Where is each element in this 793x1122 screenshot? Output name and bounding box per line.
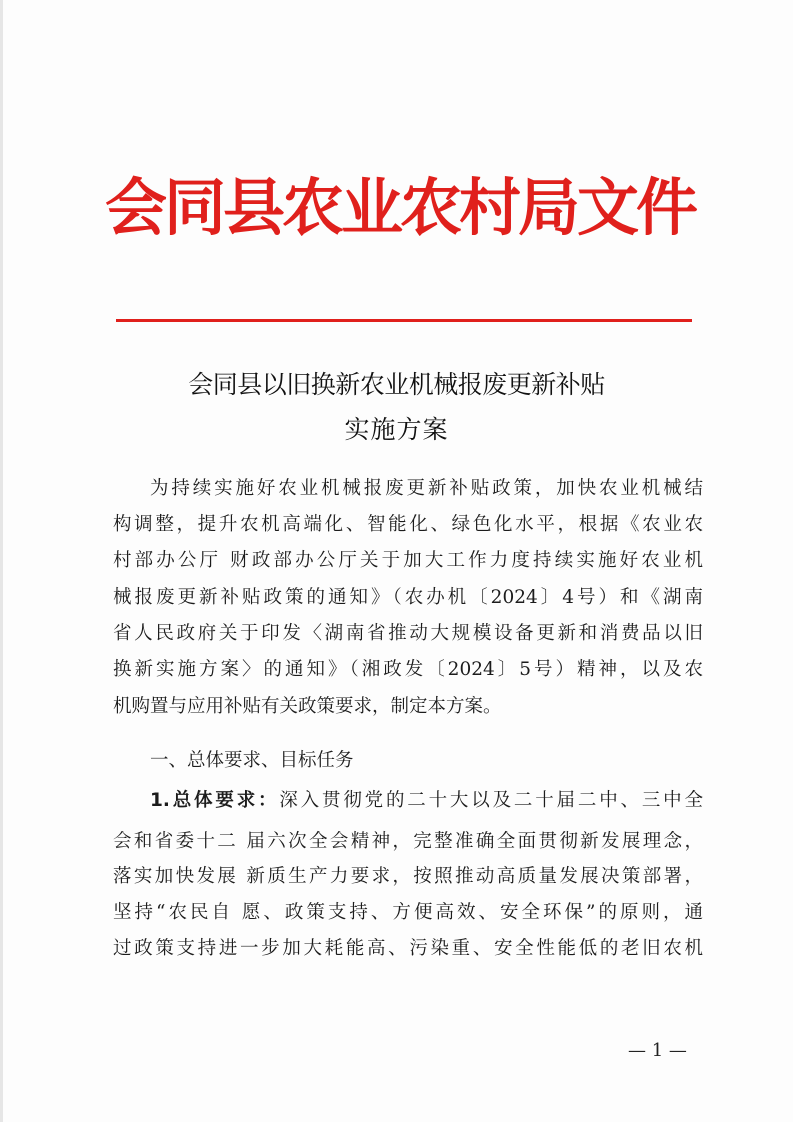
page-number: — 1 — bbox=[628, 1040, 687, 1061]
intro-line: 械报废更新补贴政策的通知》（农办机〔2024〕4号）和《湖南 bbox=[113, 587, 703, 608]
intro-line: 机购置与应用补贴有关政策要求，制定本方案。 bbox=[113, 696, 502, 717]
subsection-first-line bbox=[150, 786, 703, 816]
intro-line: 村部办公厅 财政部办公厅关于加大工作力度持续实施好农业机 bbox=[113, 550, 703, 571]
page-edge-shadow bbox=[0, 0, 3, 1122]
subsection-line: 过政策支持进一步加大耗能高、污染重、安全性能低的老旧农机 bbox=[113, 938, 703, 959]
intro-line: 构调整，提升农机高端化、智能化、绿色化水平，根据《农业农 bbox=[113, 514, 703, 535]
subsection-line: 落实加快发展 新质生产力要求，按照推动高质量发展决策部署， bbox=[113, 866, 703, 887]
section-heading: 一、总体要求、目标任务 bbox=[150, 750, 354, 771]
subsection-label: 1.总体要求： bbox=[150, 790, 280, 811]
subsection-first-line-text: 深入贯彻党的二十大以及二十届二中、三中全 bbox=[279, 790, 703, 811]
subsection-line: 坚持“农民自 愿、政策支持、方便高效、安全环保”的原则，通 bbox=[113, 902, 703, 923]
letterhead-red-rule bbox=[116, 319, 692, 322]
subsection-line: 会和省委十二 届六次全会精神，完整准确全面贯彻新发展理念， bbox=[113, 831, 703, 852]
document-title-line-2: 实施方案 bbox=[344, 415, 449, 444]
intro-line: 为持续实施好农业机械报废更新补贴政策，加快农业机械结 bbox=[150, 478, 703, 499]
letterhead-title: 会同县农业农村局文件 bbox=[104, 171, 695, 244]
intro-line: 换新实施方案〉的通知》（湘政发〔2024〕5号）精神，以及农 bbox=[113, 659, 703, 680]
document-title-line-1: 会同县以旧换新农业机械报废更新补贴 bbox=[188, 370, 605, 399]
intro-line: 省人民政府关于印发〈湖南省推动大规模设备更新和消费品以旧 bbox=[113, 623, 703, 644]
